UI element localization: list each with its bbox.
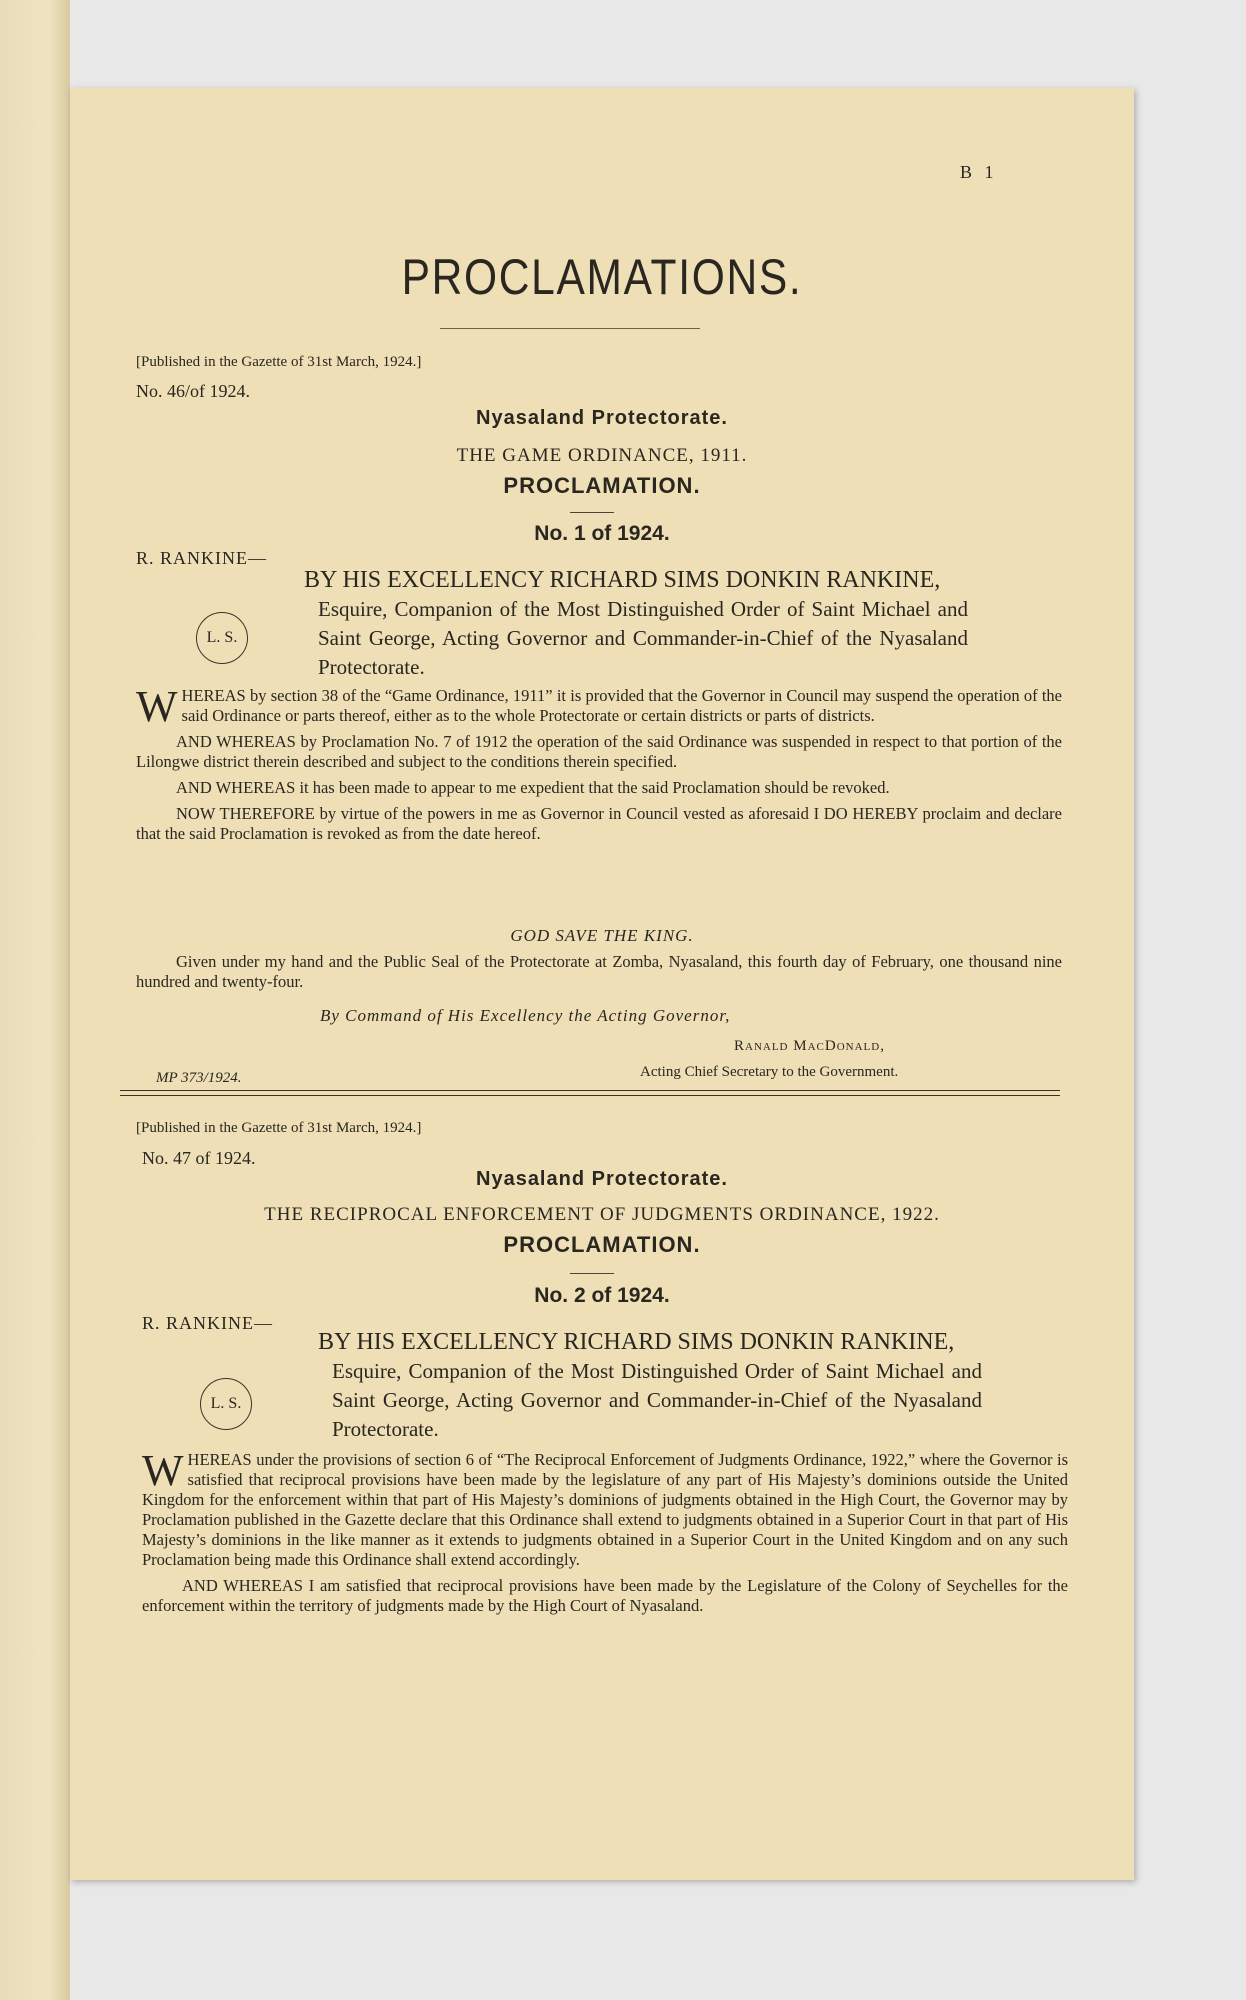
p1-short-rule [570,512,614,513]
p1-body [136,682,1062,850]
p1-excellency-rest: Esquire, Companion of the Most Distinguished Order of Saint Michael and Saint George, Acting Governor and Commander-in-Chief of the Nyasaland Protectorate. [318,597,968,679]
p1-paragraph: WHEREAS by section 38 of the “Game Ordinance, 1911” it is provided that the Governor in Council may suspend the operation of the said Ordinance or parts thereof, either as to the whole Protectorate or certain districts or parts of districts. [136,682,1062,731]
page-title: PROCLAMATIONS. [401,249,803,305]
title-ornament-rule [440,328,700,329]
p2-short-rule [570,1273,614,1274]
section-divider [120,1090,1060,1096]
p1-secretary-title: Acting Chief Secretary to the Government. [640,1064,899,1080]
p2-body [142,1446,1068,1622]
p1-proclamation-heading: PROCLAMATION. [503,473,701,498]
p1-proclamation-number: No. 1 of 1924. [534,522,670,545]
p1-seal: L. S. [196,612,248,664]
p1-god-save-the-king: GOD SAVE THE KING. [510,926,694,945]
p2-paragraph: WHEREAS under the provisions of section 6 of “The Reciprocal Enforcement of Judgments Ordinance, 1922,” where the Governor is satisfied that reciprocal provisions have been made by the legislature of any part of His Majesty’s dominions outside the United Kingdom for the enforcement within that part of His Majesty’s dominions of judgments obtained in the High Court, the Governor may by Proclamation published in the Gazette declare that this Ordinance shall extend to judgments obtained in a Superior Court in that part of His Majesty’s dominions in the like manner as it extends to judgments obtained in a Superior Court in the United Kingdom and on any such Proclamation being made this Ordinance shall extend accordingly. [142,1446,1068,1569]
p2-excellency-rest: Esquire, Companion of the Most Distinguished Order of Saint Michael and Saint George, Acting Governor and Commander-in-Chief of the Nyasaland Protectorate. [332,1359,982,1441]
p2-protectorate: Nyasaland Protectorate. [476,1168,728,1190]
p2-paragraph: AND WHEREAS I am satisfied that reciprocal provisions have been made by the Legislature of the Colony of Seychelles for the enforcement within the territory of judgments made by the High Court of Nyasaland. [142,1576,1068,1615]
p2-excellency-block [318,1328,982,1444]
p2-signatory: R. RANKINE— [142,1313,273,1333]
p1-file-reference: MP 373/1924. [156,1070,242,1086]
p1-paragraph: NOW THEREFORE by virtue of the powers in me as Governor in Council vested as aforesaid I DO HEREBY proclaim and declare that the said Proclamation is revoked as from the date hereof. [136,804,1062,843]
p2-proclamation-heading: PROCLAMATION. [503,1232,701,1257]
p1-paragraph: AND WHEREAS it has been made to appear to me expedient that the said Proclamation should be revoked. [176,778,890,797]
p1-published-note: [Published in the Gazette of 31st March, 1924.] [136,354,422,370]
p1-secretary-name: Ranald MacDonald, [734,1038,885,1054]
p2-ordinance-title: THE RECIPROCAL ENFORCEMENT OF JUDGMENTS ORDINANCE, 1922. [264,1204,940,1225]
p2-proclamation-number: No. 2 of 1924. [534,1284,670,1307]
p1-given-block [136,952,1062,998]
document-page [70,88,1134,1880]
p1-ordinance-title: THE GAME ORDINANCE, 1911. [456,445,748,466]
p1-given: Given under my hand and the Public Seal of the Protectorate at Zomba, Nyasaland, this fourth day of February, one thousand nine hundred and twenty-four. [136,952,1062,991]
p1-signatory: R. RANKINE— [136,548,267,568]
page-reference: B 1 [960,162,998,182]
p2-seal: L. S. [200,1378,252,1430]
p2-dropcap: W [142,1446,184,1495]
p2-number: No. 47 of 1924. [142,1148,256,1168]
p2-excellency-first-line: BY HIS EXCELLENCY RICHARD SIMS DONKIN RANKINE, [318,1329,955,1355]
p1-paragraph: AND WHEREAS by Proclamation No. 7 of 1912 the operation of the said Ordinance was suspended in respect to that portion of the Lilongwe district therein described and subject to the conditions therein specified. [136,732,1062,771]
p1-number: No. 46/of 1924. [136,381,250,401]
p1-dropcap: W [136,682,178,731]
p1-by-command: By Command of His Excellency the Acting Governor, [320,1006,731,1025]
p2-published-note: [Published in the Gazette of 31st March, 1924.] [136,1120,422,1136]
facing-page-edge [0,0,70,2000]
p1-protectorate: Nyasaland Protectorate. [476,407,728,429]
p1-excellency-block [304,566,968,682]
p1-excellency-first-line: BY HIS EXCELLENCY RICHARD SIMS DONKIN RANKINE, [304,567,941,593]
